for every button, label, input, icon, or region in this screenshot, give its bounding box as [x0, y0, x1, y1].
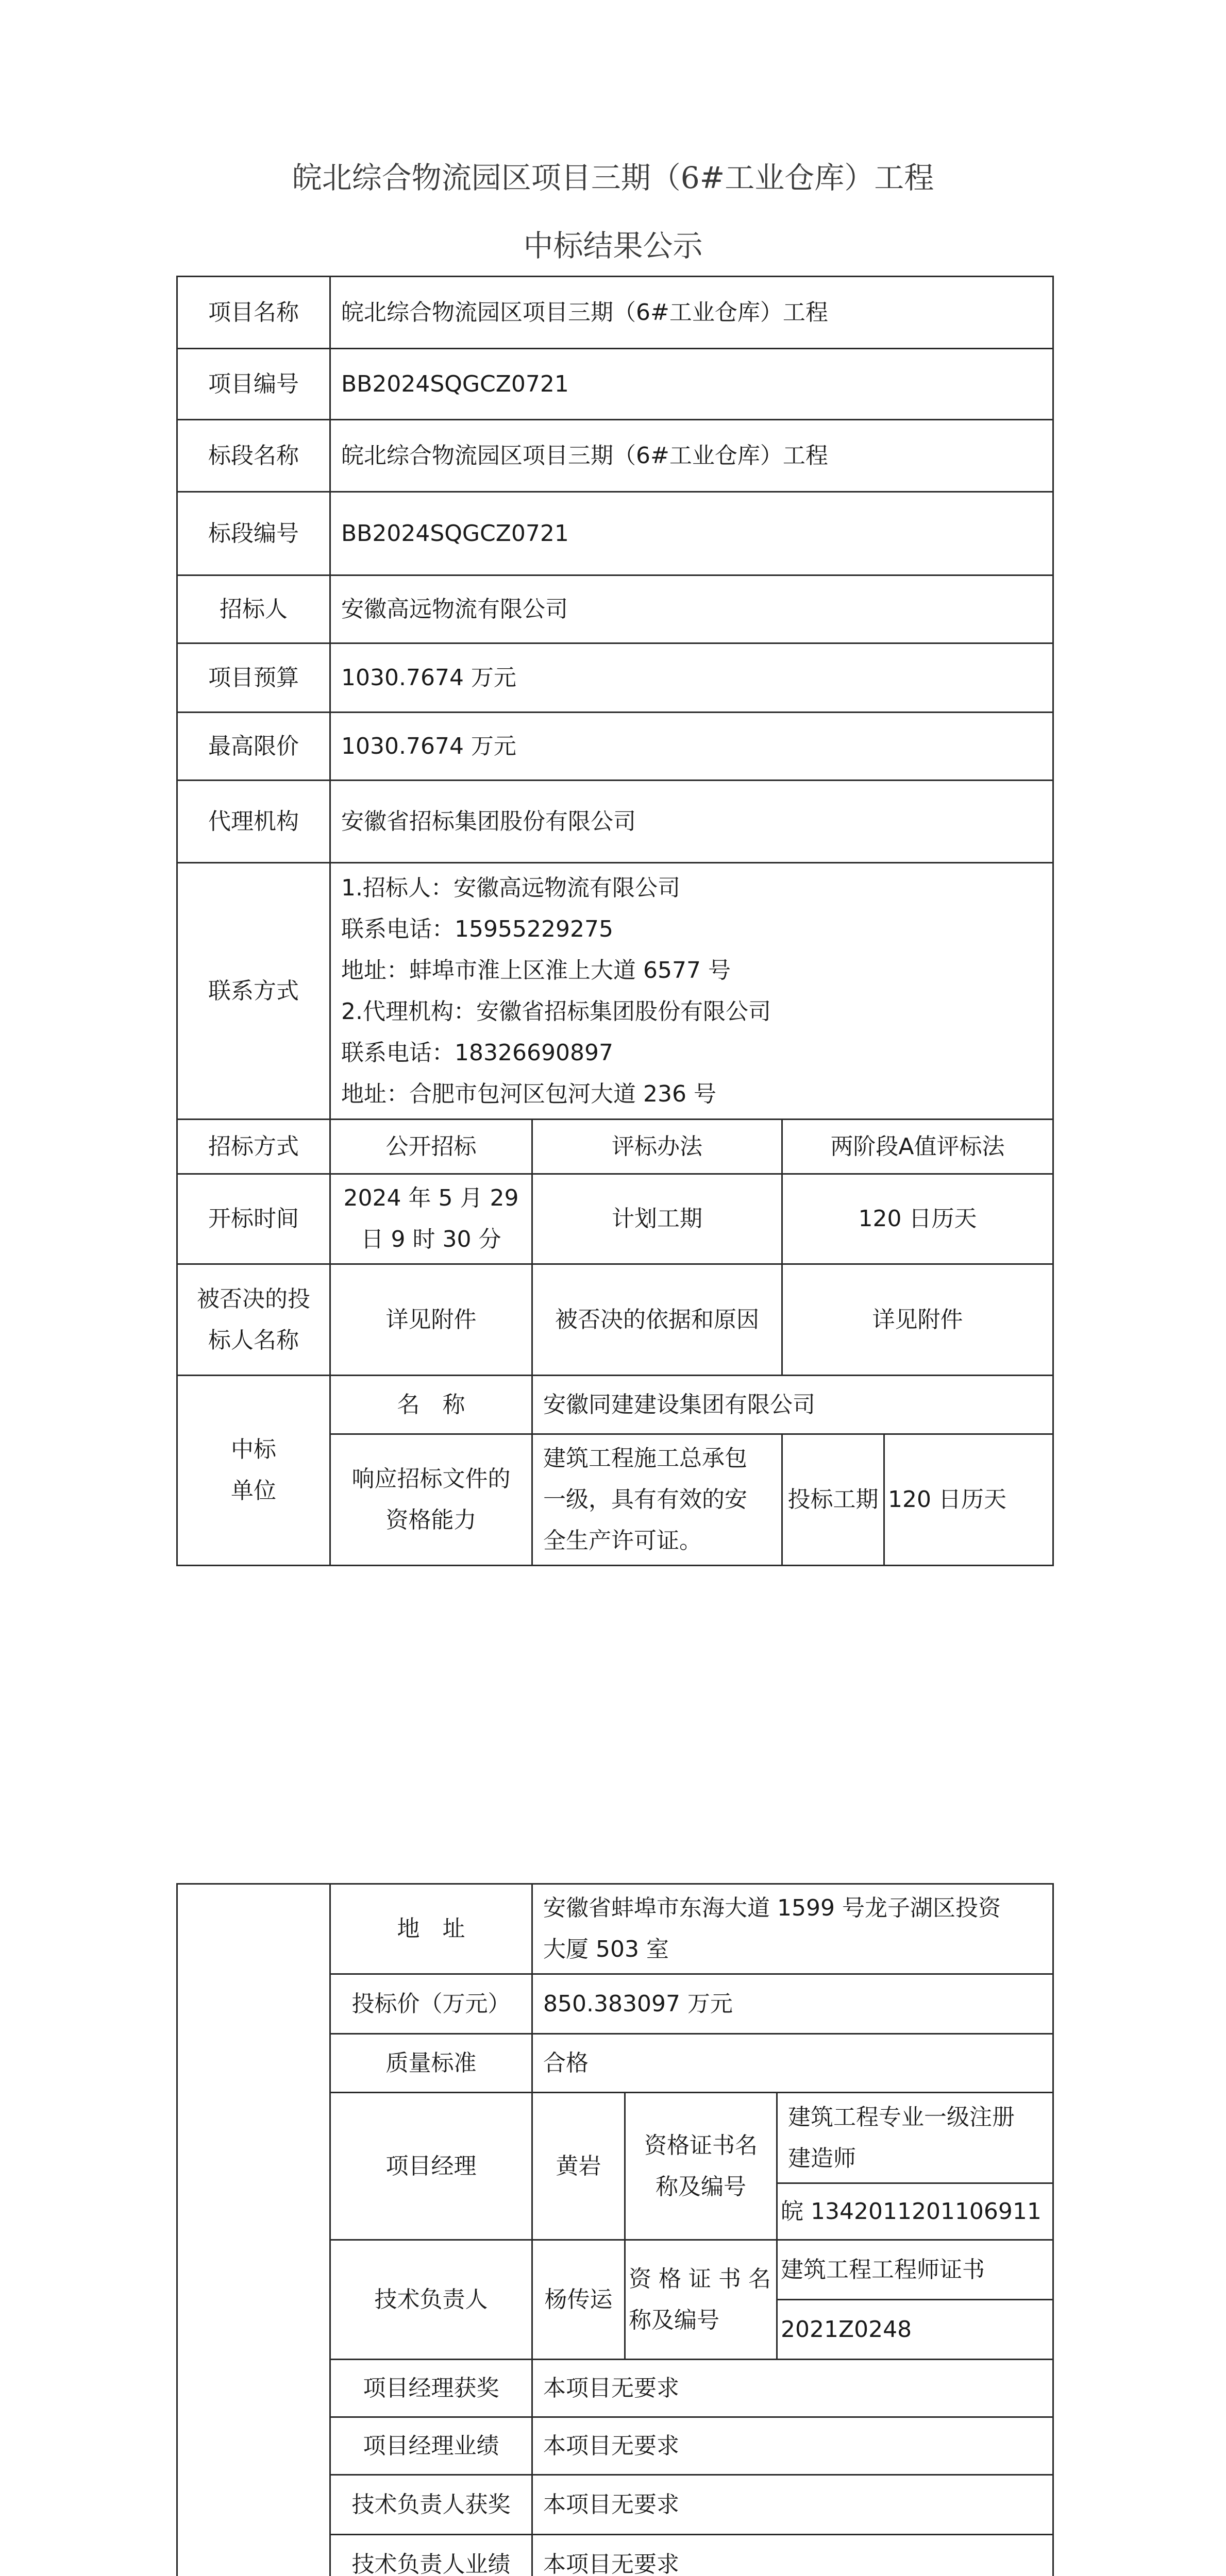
- open-time-line: 2024 年 5 月 29: [343, 1185, 519, 1211]
- tech-lead-name: 杨传运: [532, 2240, 625, 2360]
- cert-line: 建筑工程专业一级注册: [788, 2104, 1015, 2130]
- requirement-label: 技术负责人业绩: [330, 2535, 532, 2576]
- pm-cert-name: [777, 2093, 1053, 2183]
- tech-lead-label: 技术负责人: [330, 2240, 532, 2360]
- pm-cert-label: [625, 2093, 777, 2240]
- qualification-line: 全生产许可证。: [543, 1528, 702, 1554]
- budget-value: 1030.7674 万元: [330, 643, 1053, 713]
- label-line: 响应招标文件的: [351, 1466, 511, 1492]
- label-line: 资格能力: [385, 1507, 477, 1533]
- document-title: 皖北综合物流园区项目三期（6#工业仓库）工程: [292, 160, 934, 195]
- tech-cert-label: [625, 2240, 777, 2360]
- requirement-value: 本项目无要求: [532, 2360, 1053, 2417]
- address-value: [532, 1884, 1053, 1974]
- label-line: 资格证书名: [644, 2132, 758, 2159]
- qualification-line: 一级，具有有效的安: [543, 1486, 747, 1513]
- section-no-label: 标段编号: [177, 492, 330, 575]
- agency-value: 安徽省招标集团股份有限公司: [330, 781, 1053, 863]
- reject-reason-label: 被否决的依据和原因: [532, 1264, 782, 1376]
- label-line: 中标: [231, 1436, 276, 1463]
- qualification-line: 建筑工程施工总承包: [543, 1445, 747, 1471]
- section-name-label: 标段名称: [177, 420, 330, 492]
- label-line: 单位: [231, 1478, 276, 1504]
- tech-cert-name: 建筑工程工程师证书: [777, 2240, 1053, 2300]
- tenderer-value: 安徽高远物流有限公司: [330, 575, 1053, 643]
- eval-label: 评标办法: [532, 1120, 782, 1174]
- quality-label: 质量标准: [330, 2034, 532, 2093]
- contact-line: 地址：合肥市包河区包河大道 236 号: [341, 1080, 716, 1107]
- label-line: 资 格 证 书 名: [629, 2265, 771, 2292]
- requirement-value: 本项目无要求: [532, 2475, 1053, 2535]
- requirement-label: 技术负责人获奖: [330, 2475, 532, 2535]
- project-manager-name: 黄岩: [532, 2093, 625, 2240]
- bid-period-value: 120 日历天: [884, 1434, 1053, 1566]
- requirement-label: 项目经理获奖: [330, 2360, 532, 2417]
- project-no-label: 项目编号: [177, 349, 330, 420]
- project-name-label: 项目名称: [177, 277, 330, 349]
- label-line: 称及编号: [629, 2307, 719, 2333]
- plan-period-value: 120 日历天: [782, 1174, 1053, 1264]
- section-name-value: 皖北综合物流园区项目三期（6#工业仓库）工程: [330, 420, 1053, 492]
- agency-label: 代理机构: [177, 781, 330, 863]
- tech-cert-no: 2021Z0248: [777, 2300, 1053, 2360]
- address-label: 地 址: [330, 1884, 532, 1974]
- section-no-value: BB2024SQGCZ0721: [330, 492, 1053, 575]
- max-price-label: 最高限价: [177, 713, 330, 781]
- method-label: 招标方式: [177, 1120, 330, 1174]
- project-manager-label: 项目经理: [330, 2093, 532, 2240]
- requirement-value: 本项目无要求: [532, 2535, 1053, 2576]
- bid-price-value: 850.383097 万元: [532, 1974, 1053, 2034]
- winner-name-label: 名 称: [330, 1376, 532, 1434]
- winner-name-value: 安徽同建建设集团有限公司: [532, 1376, 1053, 1434]
- reject-reason-value: 详见附件: [782, 1264, 1053, 1376]
- address-line: 安徽省蚌埠市东海大道 1599 号龙子湖区投资: [543, 1895, 1001, 1921]
- open-time-line: 日 9 时 30 分: [361, 1226, 501, 1252]
- winner-label-continued: [177, 1884, 330, 2576]
- qualification-label: [330, 1434, 532, 1566]
- result-table-part2: [176, 1883, 1054, 2576]
- open-time-value: [330, 1174, 532, 1264]
- contact-label: 联系方式: [177, 863, 330, 1120]
- requirement-value: 本项目无要求: [532, 2417, 1053, 2475]
- result-table-part1: [176, 276, 1054, 1566]
- tenderer-label: 招标人: [177, 575, 330, 643]
- winner-label: [177, 1376, 330, 1566]
- project-no-value: BB2024SQGCZ0721: [330, 349, 1053, 420]
- contact-details: [330, 863, 1053, 1120]
- eval-value: 两阶段A值评标法: [782, 1120, 1053, 1174]
- bid-period-label: 投标工期: [782, 1434, 884, 1566]
- pm-cert-no: 皖 1342011201106911: [777, 2183, 1053, 2240]
- method-value: 公开招标: [330, 1120, 532, 1174]
- contact-line: 联系电话：15955229275: [341, 916, 613, 942]
- rejected-bidders-label: [177, 1264, 330, 1376]
- open-time-label: 开标时间: [177, 1174, 330, 1264]
- document-subtitle: 中标结果公示: [523, 228, 703, 263]
- project-name-value: 皖北综合物流园区项目三期（6#工业仓库）工程: [330, 277, 1053, 349]
- label-line: 标人名称: [208, 1327, 299, 1353]
- contact-line: 1.招标人：安徽高远物流有限公司: [341, 874, 680, 901]
- address-line: 大厦 503 室: [543, 1936, 669, 1962]
- label-line: 称及编号: [656, 2173, 746, 2200]
- label-line: 被否决的投: [197, 1285, 310, 1312]
- requirement-label: 项目经理业绩: [330, 2417, 532, 2475]
- plan-period-label: 计划工期: [532, 1174, 782, 1264]
- bid-price-label: 投标价（万元）: [330, 1974, 532, 2034]
- cert-line: 建造师: [788, 2145, 856, 2172]
- budget-label: 项目预算: [177, 643, 330, 713]
- max-price-value: 1030.7674 万元: [330, 713, 1053, 781]
- contact-line: 地址：蚌埠市淮上区淮上大道 6577 号: [341, 957, 731, 984]
- rejected-bidders-value: 详见附件: [330, 1264, 532, 1376]
- quality-value: 合格: [532, 2034, 1053, 2093]
- qualification-value: [532, 1434, 782, 1566]
- contact-line: 2.代理机构：安徽省招标集团股份有限公司: [341, 998, 771, 1025]
- contact-line: 联系电话：18326690897: [341, 1039, 613, 1066]
